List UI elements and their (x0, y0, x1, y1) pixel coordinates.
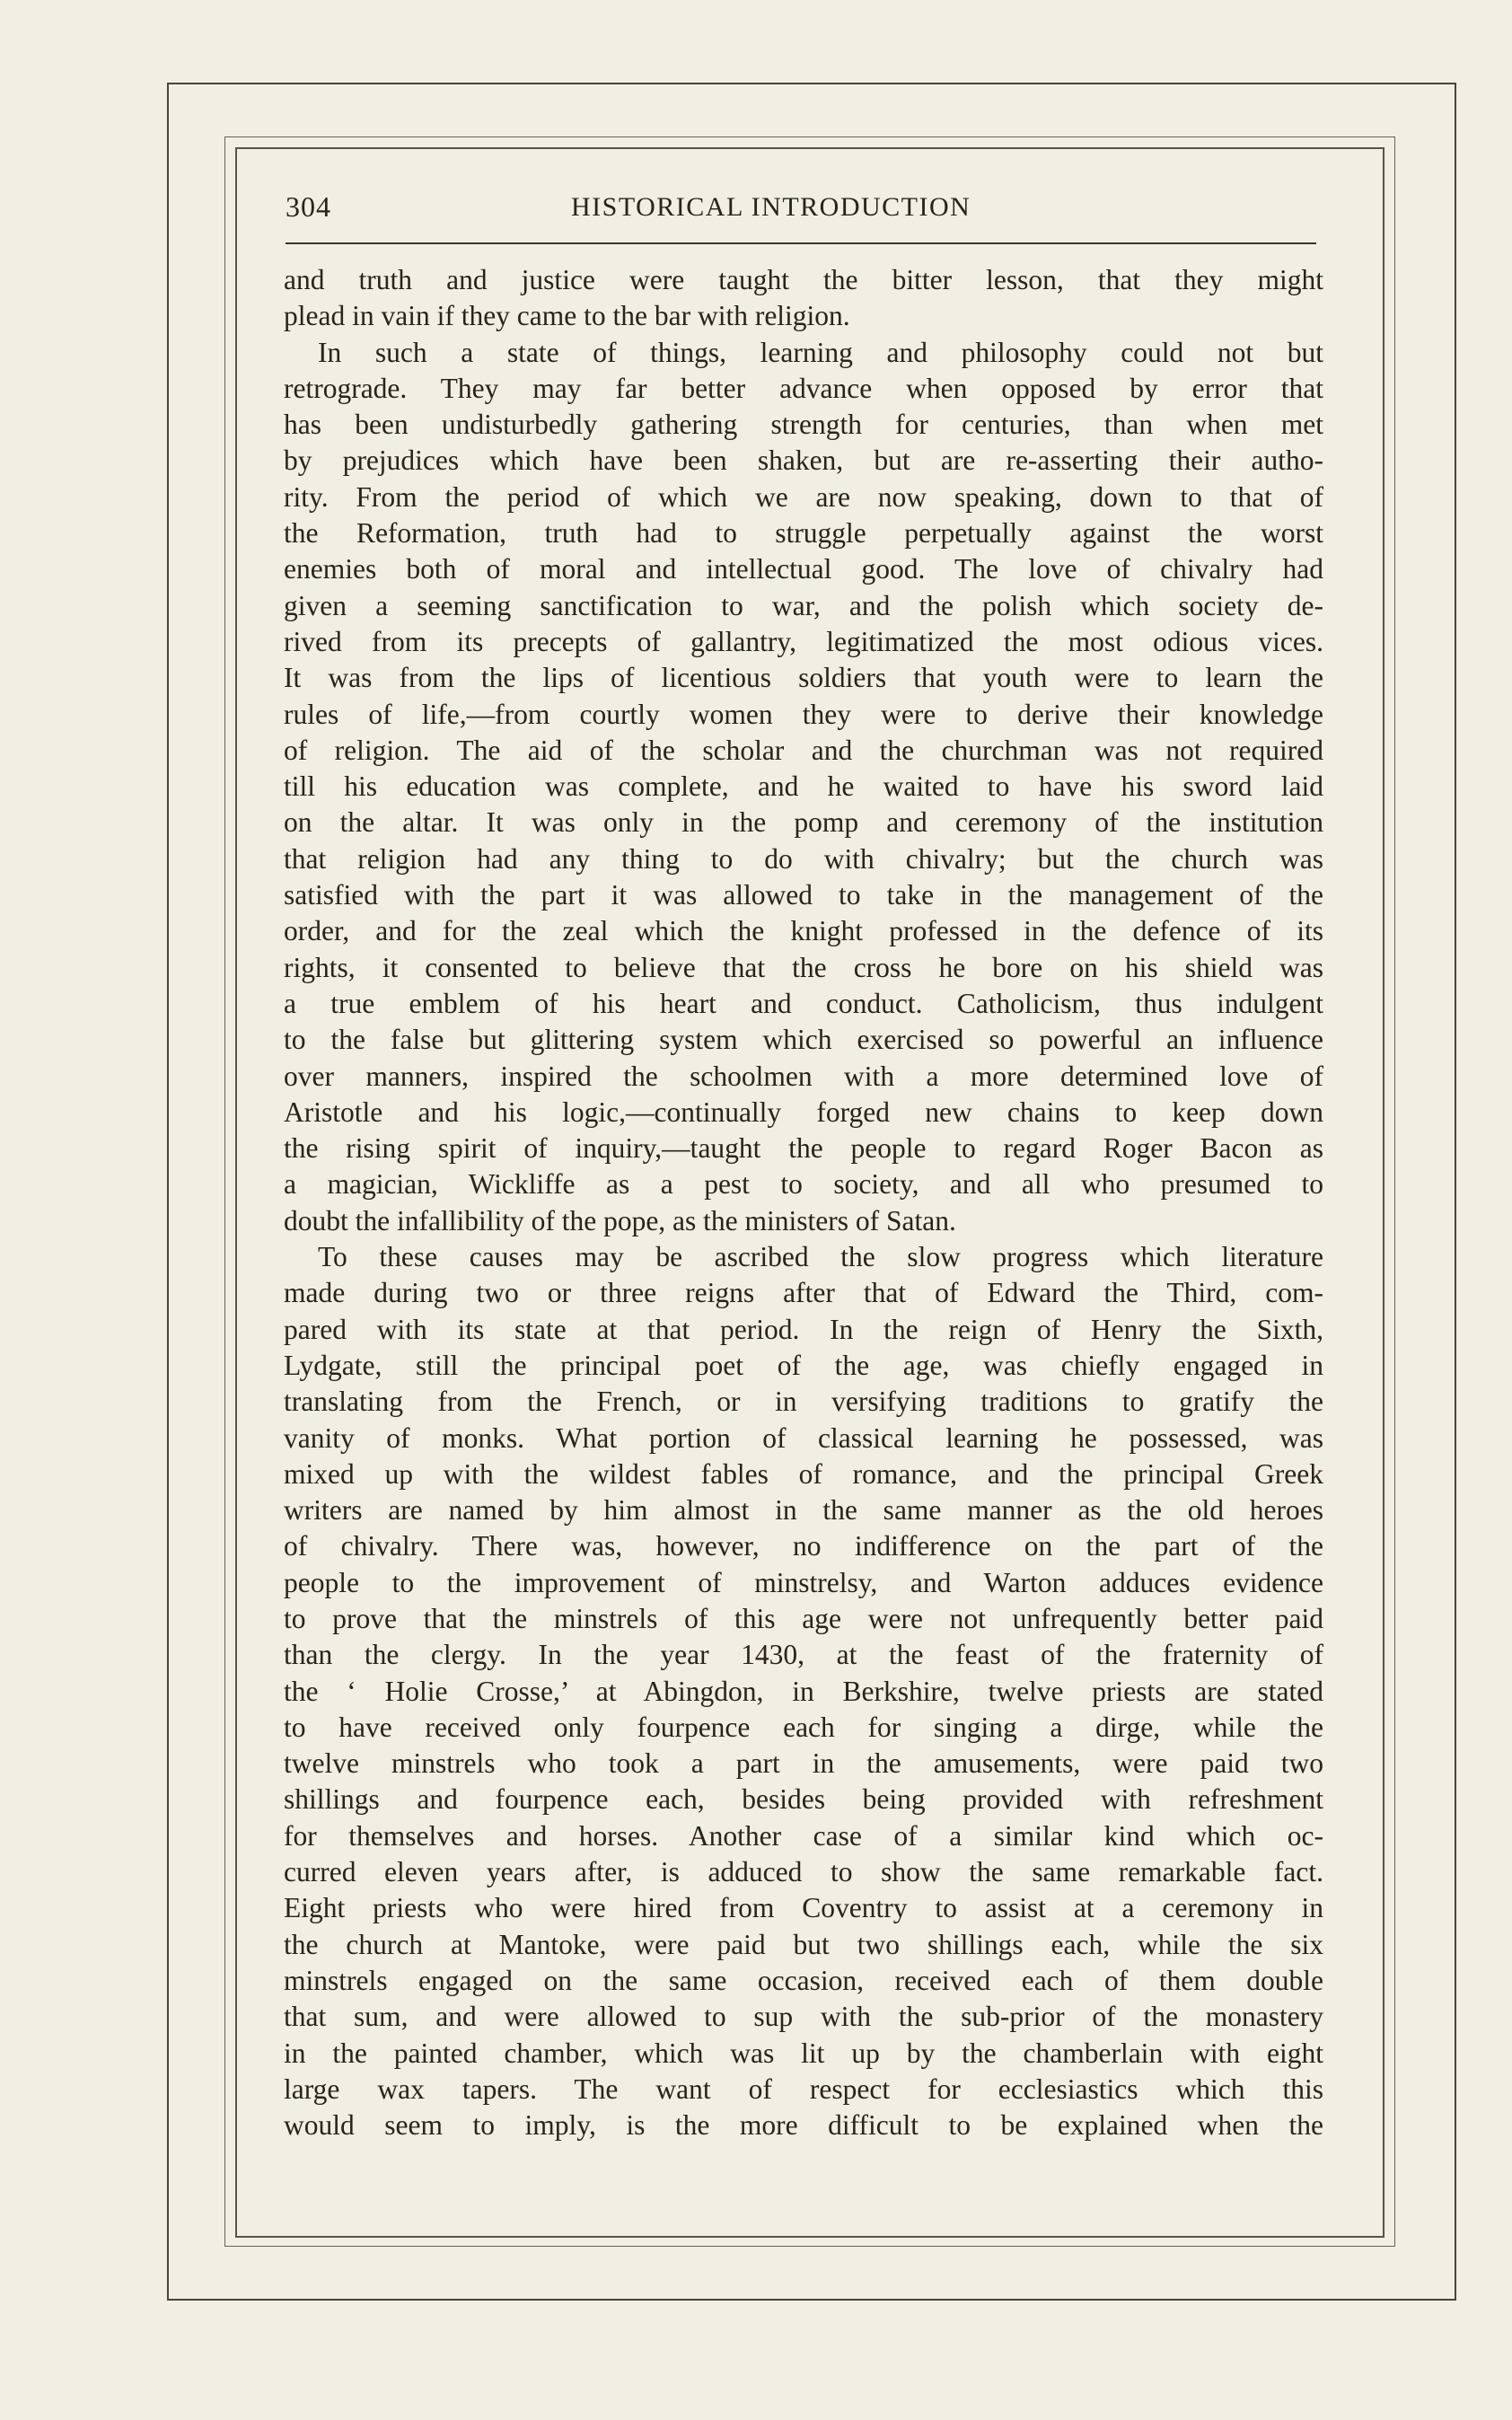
text-line: large wax tapers. The want of respect for ecclesiastics which this (284, 2072, 1323, 2105)
text-line: for themselves and horses. Another case of a similar kind which oc- (284, 1819, 1323, 1852)
text-line: in the painted chamber, which was lit up by the chamberlain with eight (284, 2037, 1323, 2069)
text-line: rived from its precepts of gallantry, legitimatized the most odious vices. (284, 625, 1323, 657)
text-line: by prejudices which have been shaken, but are re-asserting their autho- (284, 444, 1323, 477)
text-line: pared with its state at that period. In the reign of Henry the Sixth, (284, 1313, 1323, 1345)
text-line: that religion had any thing to do with chivalry; but the church was (284, 842, 1323, 875)
text-line: retrograde. They may far better advance when opposed by error that (284, 372, 1323, 404)
text-line: the Reformation, truth had to struggle perpetually against the worst (284, 517, 1323, 550)
text-line: translating from the French, or in versifying traditions to gratify the (284, 1386, 1323, 1418)
text-line: shillings and fourpence each, besides being provided with refreshment (284, 1783, 1323, 1816)
text-line: given a seeming sanctification to war, and the polish which society de- (284, 589, 1323, 621)
text-line: would seem to imply, is the more difficult to be explained when the (284, 2109, 1323, 2142)
text-line: rity. From the period of which we are now speaking, down to that of (284, 480, 1323, 513)
text-line: that sum, and were allowed to sup with the sub-prior of the monastery (284, 2001, 1323, 2033)
text-line: curred eleven years after, is adduced to show the same remarkable fact. (284, 1856, 1323, 1888)
text-line: till his education was complete, and he waited to have his sword laid (284, 770, 1323, 803)
text-line: plead in vain if they came to the bar with religion. (284, 300, 850, 332)
text-line: In such a state of things, learning and philosophy could not but (318, 336, 1323, 368)
text-line: a magician, Wickliffe as a pest to society, and all who presumed to (284, 1168, 1323, 1201)
text-line: writers are named by him almost in the same manner as the old heroes (284, 1494, 1323, 1527)
text-line: Eight priests who were hired from Coventry to assist at a ceremony in (284, 1892, 1323, 1924)
text-line: a true emblem of his heart and conduct. Catholicism, thus indulgent (284, 987, 1323, 1019)
body-text (284, 262, 1323, 2143)
running-head: HISTORICAL INTRODUCTION (571, 192, 971, 222)
text-line: twelve minstrels who took a part in the amusements, were paid two (284, 1747, 1323, 1780)
text-line: made during two or three reigns after that of Edward the Third, com- (284, 1277, 1323, 1309)
text-line: minstrels engaged on the same occasion, received each of them double (284, 1964, 1323, 1996)
text-line: the church at Mantoke, were paid but two shillings each, while the six (284, 1928, 1323, 1960)
text-line: order, and for the zeal which the knight professed in the defence of its (284, 915, 1323, 947)
text-line: to prove that the minstrels of this age were not unfrequently better paid (284, 1602, 1323, 1634)
text-line: on the altar. It was only in the pomp and ceremony of the institution (284, 806, 1323, 839)
text-line: than the clergy. In the year 1430, at the feast of the fraternity of (284, 1639, 1323, 1671)
page-number: 304 (286, 190, 331, 223)
text-line: to have received only fourpence each for singing a dirge, while the (284, 1711, 1323, 1743)
text-line: of chivalry. There was, however, no indifference on the part of the (284, 1530, 1323, 1562)
text-line: of religion. The aid of the scholar and the churchman was not required (284, 734, 1323, 766)
header-rule (286, 242, 1316, 244)
text-line: enemies both of moral and intellectual good. The love of chivalry had (284, 553, 1323, 585)
text-line: It was from the lips of licentious soldiers that youth were to learn the (284, 662, 1323, 694)
text-line: mixed up with the wildest fables of romance, and the principal Greek (284, 1457, 1323, 1490)
text-line: has been undisturbedly gathering strength for centuries, than when met (284, 409, 1323, 441)
text-line: over manners, inspired the schoolmen with a more determined love of (284, 1060, 1323, 1092)
text-line: to the false but glittering system which exercised so powerful an influence (284, 1024, 1323, 1056)
text-line: To these causes may be ascribed the slow progress which literature (318, 1241, 1323, 1273)
text-line: the rising spirit of inquiry,—taught the people to regard Roger Bacon as (284, 1132, 1323, 1165)
text-line: rights, it consented to believe that the cross he bore on his shield was (284, 951, 1323, 983)
text-line: doubt the infallibility of the pope, as the ministers of Satan. (284, 1204, 956, 1236)
text-line: Aristotle and his logic,—continually forged new chains to keep down (284, 1096, 1323, 1128)
text-line: rules of life,—from courtly women they were to derive their knowledge (284, 698, 1323, 730)
text-line: the ‘ Holie Crosse,’ at Abingdon, in Berkshire, twelve priests are stated (284, 1675, 1323, 1707)
page-header (286, 190, 1318, 233)
text-line: satisfied with the part it was allowed to take in the management of the (284, 879, 1323, 911)
text-line: and truth and justice were taught the bitter lesson, that they might (284, 264, 1323, 295)
text-line: Lydgate, still the principal poet of the age, was chiefly engaged in (284, 1349, 1323, 1381)
text-line: people to the improvement of minstrelsy, and Warton adduces evidence (284, 1566, 1323, 1598)
text-line: vanity of monks. What portion of classical learning he possessed, was (284, 1421, 1323, 1454)
